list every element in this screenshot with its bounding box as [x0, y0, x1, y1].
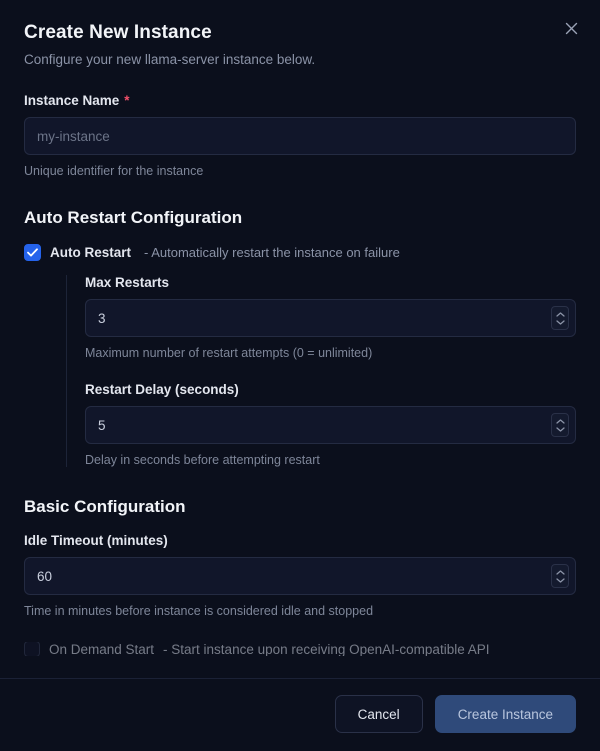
auto-restart-label: Auto Restart — [50, 245, 132, 260]
close-icon[interactable] — [560, 17, 582, 39]
dialog-footer — [0, 678, 600, 751]
check-glyph — [27, 248, 38, 257]
restart-delay-label: Restart Delay (seconds) — [85, 382, 239, 397]
close-glyph — [565, 22, 578, 35]
auto-restart-checkbox-row[interactable] — [24, 244, 576, 261]
checkbox-checked-icon[interactable] — [24, 244, 41, 261]
max-restarts-label: Max Restarts — [85, 275, 170, 290]
restart-delay-stepper[interactable] — [551, 413, 569, 437]
idle-timeout-label: Idle Timeout (minutes) — [24, 533, 168, 548]
auto-restart-description: - Automatically restart the instance on failure — [144, 245, 400, 260]
max-restarts-input[interactable] — [85, 299, 576, 337]
auto-restart-section-title: Auto Restart Configuration — [24, 208, 243, 227]
max-restarts-hint: Maximum number of restart attempts (0 = unlimited) — [85, 346, 373, 360]
dialog-body-scroll[interactable] — [0, 67, 600, 678]
dialog-subtitle: Configure your new llama-server instance below. — [24, 52, 316, 67]
chevron-down-icon — [556, 320, 565, 325]
on-demand-start-label: On Demand Start — [49, 642, 155, 656]
max-restarts-input-wrap — [85, 299, 576, 337]
chevron-down-icon — [556, 427, 565, 432]
auto-restart-subfields — [66, 275, 576, 467]
restart-delay-hint: Delay in seconds before attempting restart — [85, 453, 320, 467]
instance-name-field — [24, 93, 576, 178]
instance-name-hint: Unique identifier for the instance — [24, 164, 204, 178]
create-instance-button[interactable]: Create Instance — [435, 695, 576, 733]
idle-timeout-field — [24, 533, 576, 618]
checkbox-unchecked-icon[interactable] — [24, 642, 40, 656]
chevron-up-icon — [556, 570, 565, 575]
chevron-down-icon — [556, 578, 565, 583]
auto-restart-section — [24, 208, 576, 467]
basic-configuration-section — [24, 497, 576, 656]
required-indicator: * — [124, 93, 130, 108]
on-demand-start-description: - Start instance upon receiving OpenAI-compatible API — [163, 642, 490, 656]
on-demand-start-checkbox-row[interactable] — [24, 642, 576, 656]
restart-delay-input-wrap — [85, 406, 576, 444]
instance-name-input[interactable] — [24, 117, 576, 155]
restart-delay-field — [67, 382, 576, 467]
basic-configuration-section-title: Basic Configuration — [24, 497, 186, 516]
restart-delay-input[interactable] — [85, 406, 576, 444]
chevron-up-icon — [556, 419, 565, 424]
instance-name-label-text: Instance Name — [24, 93, 120, 108]
cancel-button[interactable]: Cancel — [335, 695, 423, 733]
idle-timeout-stepper[interactable] — [551, 564, 569, 588]
instance-name-label — [24, 93, 576, 108]
max-restarts-field — [67, 275, 576, 360]
idle-timeout-hint: Time in minutes before instance is considered idle and stopped — [24, 604, 374, 618]
page-title: Create New Instance — [24, 22, 212, 43]
max-restarts-stepper[interactable] — [551, 306, 569, 330]
chevron-up-icon — [556, 312, 565, 317]
dialog-header — [0, 0, 600, 67]
idle-timeout-input[interactable] — [24, 557, 576, 595]
idle-timeout-input-wrap — [24, 557, 576, 595]
